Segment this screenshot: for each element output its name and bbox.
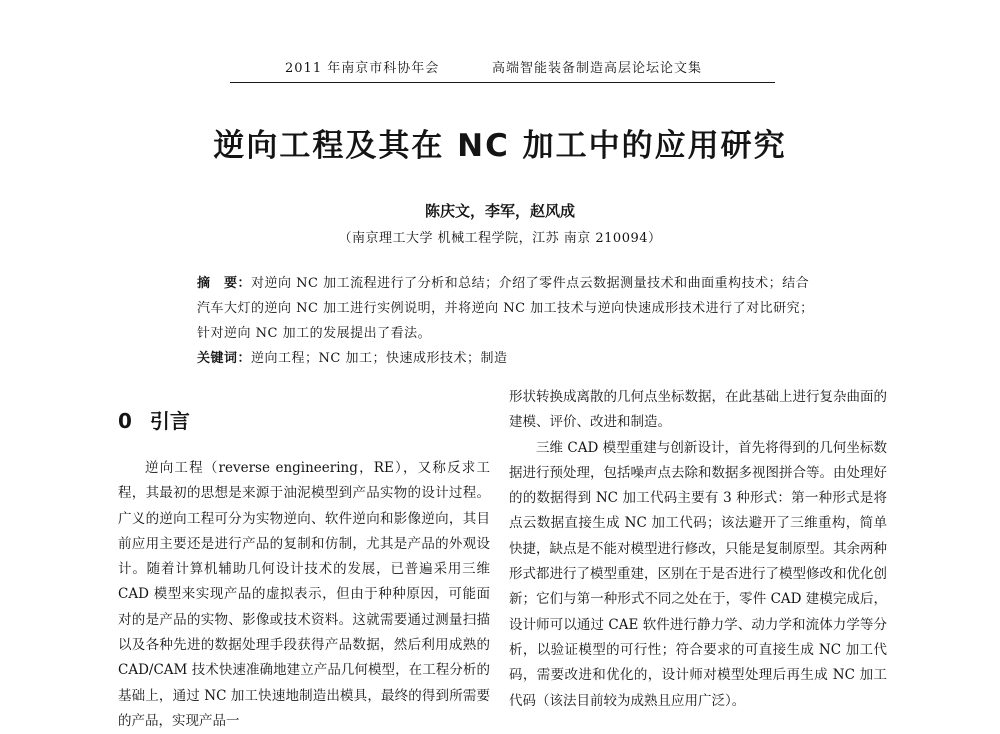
affiliation: （南京理工大学 机械工程学院，江苏 南京 210094） — [338, 231, 662, 246]
abstract-paragraph — [197, 271, 822, 346]
author-list: 陈庆文，李军，赵风成 — [424, 202, 575, 220]
abstract-block — [197, 271, 822, 371]
conference-name: 2011 年南京市科协年会 — [285, 61, 440, 76]
header-rule — [230, 82, 775, 83]
intro-paragraph: 逆向工程（reverse engineering，RE），又称反求工程，其最初的思想是来源于油泥模型到产品实物的设计过程。广义的逆向工程可分为实物逆向、软件逆向和影像逆向，其目前应用主要还是进行产品的复制和仿制，尤其是产品的外观设计。随着计算机辅助几何设计技术的发展，已普遍采用三维 CAD 模型来实现产品的虚拟表示，但由于种种原因，可能面对的是产品的实物、影像或技术资料。这就需要通过测量扫描以及各种先进的数据处理手段获得产品数据，然后利用成熟的 CAD/CAM 技术快速准确地建立产品几何模型，在工程分析的基础上，通过 NC 加工快速地制造出模具，最终的得到所需要的产品，实现产品一 — [118, 460, 490, 729]
section-title: 引言 — [149, 409, 190, 433]
abstract-text: 对逆向 NC 加工流程进行了分析和总结；介绍了零件点云数据测量技术和曲面重构技术；结合汽车大灯的逆向 NC 加工进行实例说明，并将逆向 NC 加工技术与逆向快速成形技术进行了对比研究；针对逆向 NC 加工的发展提出了看法。 — [197, 276, 814, 341]
section-heading — [118, 405, 190, 434]
left-column — [118, 456, 490, 734]
right-paragraph-continued: 形状转换成离散的几何点坐标数据，在此基础上进行复杂曲面的建模、评价、改进和制造。 — [509, 389, 887, 431]
abstract-label: 摘 要： — [197, 276, 252, 291]
right-paragraph-cad: 三维 CAD 模型重建与创新设计，首先将得到的几何坐标数据进行预处理，包括噪声点去除和数据多视图拼合等。由处理好的的数据得到 NC 加工代码主要有 3 种形式：第一种形式是将点云数据直接生成 NC 加工代码；该法避开了三维重构，简单快捷，缺点是不能对模型进行修改，只能是复制原型。其余两种形式都进行了模型重建，区别在于是否进行了模型修改和优化创新；它们与第一种形式不同之处在于，零件 CAD 建模完成后，设计师可以通过 CAE 软件进行静力学、动力学和流体力学等分析，以验证模型的可行性；符合要求的可直接生成 NC 加工代码，需要改进和优化的，设计师对模型处理后再生成 NC 加工代码（该法目前较为成熟且应用广泛）。 — [509, 439, 887, 709]
paper-title: 逆向工程及其在 NC 加工中的应用研究 — [213, 128, 787, 164]
proceedings-name: 高端智能装备制造高层论坛论文集 — [492, 61, 703, 76]
keywords-line — [197, 346, 822, 371]
keywords-text: 逆向工程；NC 加工；快速成形技术；制造 — [251, 351, 508, 366]
right-column — [509, 385, 887, 714]
section-number: 0 — [118, 409, 132, 433]
keywords-label: 关键词： — [197, 351, 252, 366]
